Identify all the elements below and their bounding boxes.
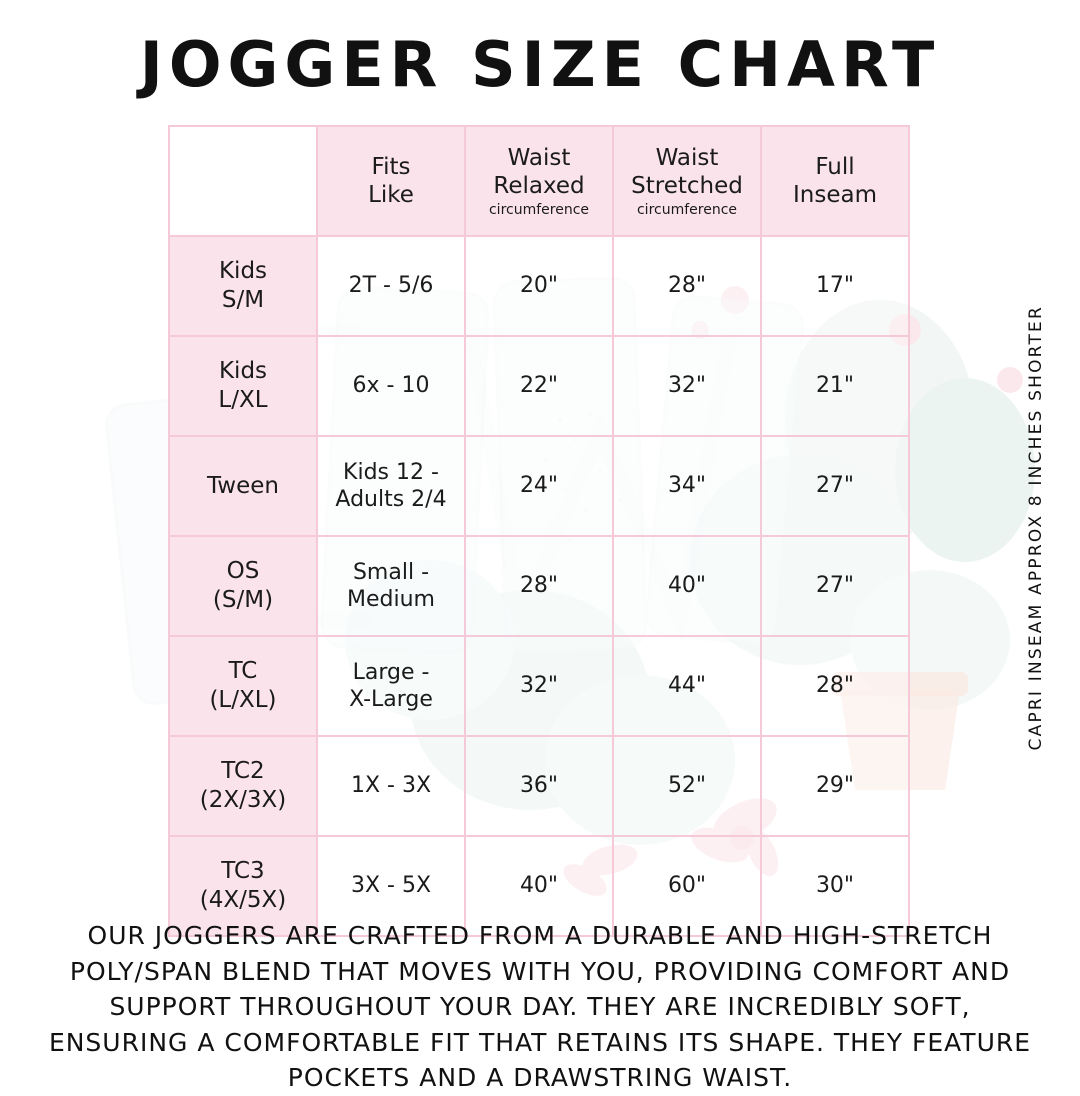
column-header-full-inseam [761, 126, 909, 236]
row-label-line-2: (4X/5X) [199, 887, 287, 913]
cell-waist-stretched: 44" [613, 636, 761, 736]
cell-waist-stretched: 34" [613, 436, 761, 536]
row-label-line-2: (L/XL) [209, 687, 277, 713]
row-label-line-1: TC2 [221, 758, 265, 785]
header-line-2: Stretched [631, 172, 743, 199]
product-description [40, 918, 1040, 1096]
capri-inseam-note [1016, 248, 1056, 808]
cell-waist-relaxed: 32" [465, 636, 613, 736]
cell-full-inseam: 30" [761, 836, 909, 936]
table-row [169, 536, 909, 636]
cell-waist-relaxed: 36" [465, 736, 613, 836]
cell-waist-stretched: 32" [613, 336, 761, 436]
column-header-waist-relaxed [465, 126, 613, 236]
header-subtext: circumference [636, 201, 738, 218]
cell-line-1: 1X - 3X [350, 773, 432, 799]
row-label-line-1: Kids [218, 258, 268, 285]
header-line-2: Relaxed [493, 172, 585, 199]
table-row [169, 736, 909, 836]
cell-line-1: Small - [352, 559, 430, 585]
header-line-2: Inseam [793, 182, 877, 208]
cell-fits-like [317, 336, 465, 436]
cell-line-2: Medium [347, 587, 435, 612]
description-line-5: POCKETS AND A DRAWSTRING WAIST. [287, 1063, 793, 1092]
header-line-1: Waist [655, 144, 719, 171]
cell-full-inseam: 21" [761, 336, 909, 436]
row-label-line-1: TC3 [221, 858, 265, 885]
description-line-3: SUPPORT THROUGHOUT YOUR DAY. THEY ARE INCREDIBLY SOFT, [109, 992, 971, 1021]
capri-inseam-note-text: CAPRI INSEAM APPROX 8 INCHES SHORTER [1026, 305, 1046, 751]
row-label-tc2 [169, 736, 317, 836]
cell-fits-like [317, 236, 465, 336]
header-line-1: Full [815, 153, 855, 180]
cell-full-inseam: 27" [761, 536, 909, 636]
corner-blank-cell [169, 126, 317, 236]
row-label-os [169, 536, 317, 636]
cell-waist-relaxed: 40" [465, 836, 613, 936]
cell-full-inseam: 17" [761, 236, 909, 336]
cell-waist-relaxed: 28" [465, 536, 613, 636]
description-line-2: POLY/SPAN BLEND THAT MOVES WITH YOU, PROVIDING COMFORT AND [69, 956, 1011, 986]
cell-full-inseam: 27" [761, 436, 909, 536]
table-row [169, 436, 909, 536]
header-line-1: Waist [507, 144, 571, 171]
cell-fits-like [317, 436, 465, 536]
row-label-line-2: S/M [221, 287, 265, 313]
cell-line-1: 6x - 10 [352, 373, 430, 399]
column-header-fits-like [317, 126, 465, 236]
cell-fits-like [317, 636, 465, 736]
cell-waist-relaxed: 24" [465, 436, 613, 536]
row-label-line-1: Kids [218, 358, 268, 385]
cell-line-1: Kids 12 - [343, 459, 439, 485]
description-line-1: OUR JOGGERS ARE CRAFTED FROM A DURABLE AND HIGH-STRETCH [87, 921, 993, 950]
cell-waist-relaxed: 20" [465, 236, 613, 336]
cell-line-1: 3X - 5X [350, 873, 432, 899]
cell-waist-stretched: 60" [613, 836, 761, 936]
cell-full-inseam: 29" [761, 736, 909, 836]
row-label-tc [169, 636, 317, 736]
description-line-4: ENSURING A COMFORTABLE FIT THAT RETAINS ITS SHAPE. THEY FEATURE [48, 1027, 1032, 1057]
row-label-line-1: OS [226, 558, 260, 585]
cell-waist-stretched: 28" [613, 236, 761, 336]
cell-waist-stretched: 40" [613, 536, 761, 636]
cell-fits-like [317, 736, 465, 836]
header-line-1: Fits [371, 153, 411, 180]
row-label-tween [169, 436, 317, 536]
row-label-line-2: L/XL [218, 387, 268, 413]
row-label-line-2: (2X/3X) [199, 787, 287, 813]
size-chart-table [168, 125, 910, 937]
cell-line-2: Adults 2/4 [335, 487, 447, 512]
header-subtext: circumference [488, 201, 590, 218]
row-label-kids-lxl [169, 336, 317, 436]
cell-waist-relaxed: 22" [465, 336, 613, 436]
header-line-2: Like [368, 182, 414, 208]
cell-line-2: X-Large [349, 687, 433, 712]
column-header-waist-stretched [613, 126, 761, 236]
page-title: JOGGER SIZE CHART [139, 28, 941, 101]
cell-waist-stretched: 52" [613, 736, 761, 836]
cell-fits-like [317, 536, 465, 636]
row-label-line-1: TC [228, 658, 258, 685]
table-row [169, 336, 909, 436]
cell-full-inseam: 28" [761, 636, 909, 736]
cell-line-1: Large - [352, 659, 430, 685]
row-label-line-2: (S/M) [212, 587, 274, 613]
row-label-kids-sm [169, 236, 317, 336]
cell-line-1: 2T - 5/6 [348, 273, 434, 299]
row-label-line-1: Tween [207, 472, 279, 499]
size-chart-container [168, 125, 908, 937]
table-header-row [169, 126, 909, 236]
table-row [169, 636, 909, 736]
table-row [169, 236, 909, 336]
